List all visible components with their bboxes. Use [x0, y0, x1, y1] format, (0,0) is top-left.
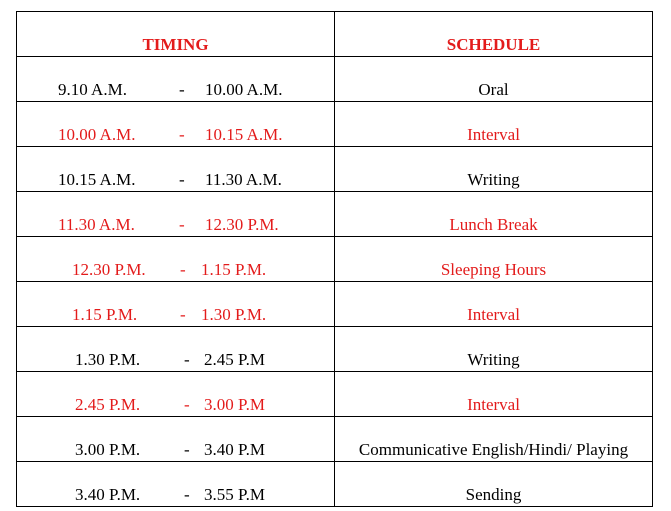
- end-time: 3.40 P.M: [204, 440, 265, 459]
- timing-cell: [17, 282, 335, 327]
- end-time: 2.45 P.M: [204, 350, 265, 369]
- timing-cell: [17, 462, 335, 507]
- timing-cell: [17, 237, 335, 282]
- end-time: 3.00 P.M: [204, 395, 265, 414]
- end-time: 1.15 P.M.: [201, 260, 267, 279]
- header-row: [17, 12, 653, 57]
- start-time: 1.30 P.M.: [75, 350, 141, 369]
- table-row: [17, 192, 653, 237]
- activity-cell: Sleeping Hours: [335, 237, 653, 282]
- schedule-table: [16, 11, 653, 507]
- time-separator: -: [184, 350, 190, 369]
- table-row: [17, 147, 653, 192]
- time-separator: -: [179, 170, 185, 189]
- activity-cell: Interval: [335, 102, 653, 147]
- table-row: [17, 102, 653, 147]
- end-time: 1.30 P.M.: [201, 305, 267, 324]
- activity-cell: Lunch Break: [335, 192, 653, 237]
- timing-header: TIMING: [17, 12, 335, 57]
- time-separator: -: [179, 80, 185, 99]
- start-time: 3.40 P.M.: [75, 485, 141, 504]
- start-time: 11.30 A.M.: [58, 215, 135, 234]
- timing-cell: [17, 417, 335, 462]
- start-time: 12.30 P.M.: [72, 260, 146, 279]
- start-time: 3.00 P.M.: [75, 440, 141, 459]
- timing-cell: [17, 192, 335, 237]
- timing-cell: [17, 102, 335, 147]
- time-separator: -: [179, 125, 185, 144]
- time-separator: -: [184, 395, 190, 414]
- activity-cell: Oral: [335, 57, 653, 102]
- end-time: 12.30 P.M.: [205, 215, 279, 234]
- end-time: 3.55 P.M: [204, 485, 265, 504]
- start-time: 9.10 A.M.: [58, 80, 127, 99]
- activity-cell: Interval: [335, 372, 653, 417]
- activity-cell: Writing: [335, 147, 653, 192]
- timing-cell: [17, 372, 335, 417]
- table-row: [17, 57, 653, 102]
- start-time: 1.15 P.M.: [72, 305, 138, 324]
- activity-cell: Communicative English/Hindi/ Playing: [335, 417, 653, 462]
- time-separator: -: [184, 485, 190, 504]
- timing-cell: [17, 327, 335, 372]
- end-time: 11.30 A.M.: [205, 170, 282, 189]
- time-separator: -: [180, 260, 186, 279]
- table-row: [17, 327, 653, 372]
- table-row: [17, 282, 653, 327]
- table-row: [17, 417, 653, 462]
- table-row: [17, 462, 653, 507]
- end-time: 10.15 A.M.: [205, 125, 283, 144]
- table-row: [17, 372, 653, 417]
- end-time: 10.00 A.M.: [205, 80, 283, 99]
- schedule-header: SCHEDULE: [335, 12, 653, 57]
- timing-cell: [17, 147, 335, 192]
- table-row: [17, 237, 653, 282]
- timing-cell: [17, 57, 335, 102]
- time-separator: -: [179, 215, 185, 234]
- start-time: 2.45 P.M.: [75, 395, 141, 414]
- activity-cell: Writing: [335, 327, 653, 372]
- start-time: 10.00 A.M.: [58, 125, 136, 144]
- activity-cell: Sending: [335, 462, 653, 507]
- start-time: 10.15 A.M.: [58, 170, 136, 189]
- time-separator: -: [184, 440, 190, 459]
- time-separator: -: [180, 305, 186, 324]
- activity-cell: Interval: [335, 282, 653, 327]
